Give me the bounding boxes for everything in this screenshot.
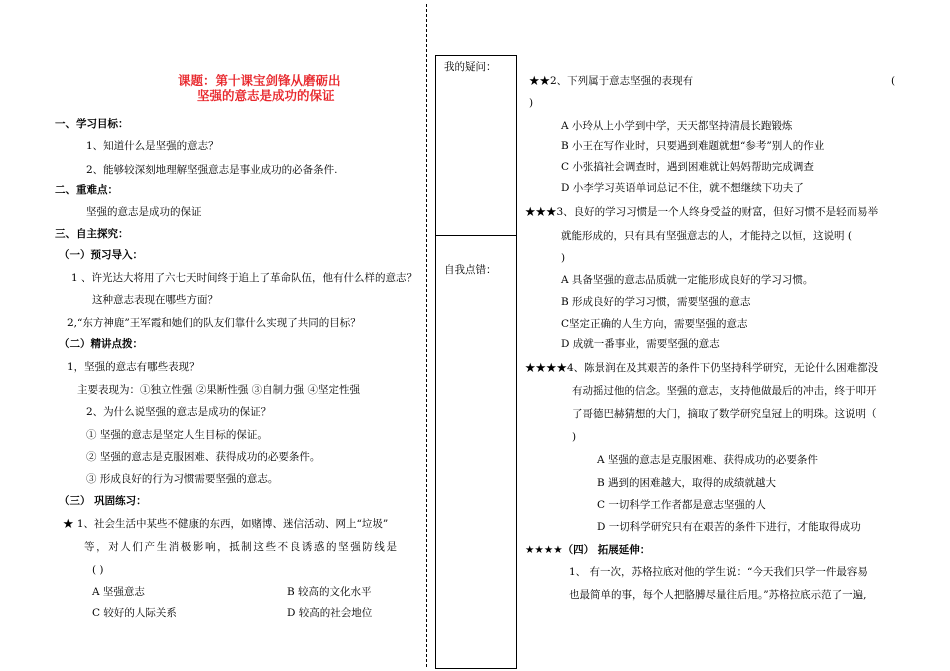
q4-option-a: A 坚强的意志是克服困难、获得成功的必要条件 [597, 454, 818, 466]
q2-option-c: C 小张搞社会调查时，遇到困难就让妈妈帮助完成调查 [561, 161, 814, 173]
title-line2: 坚强的意志是成功的保证 [197, 88, 335, 103]
q4-option-d: D 一切科学研究只有在艰苦的条件下进行，才能取得成功 [597, 521, 861, 533]
q2-paren-open: ( [891, 75, 896, 87]
self-check-label: 自我点错： [444, 264, 497, 276]
preview-question-2: 2,“东方神鹿”王军霞和她们的队友们靠什么实现了共同的目标？ [67, 317, 361, 329]
q3-line-c: ) [561, 252, 566, 264]
part2-heading: （二）精讲点拨： [59, 338, 143, 350]
exercise1-option-a: A 坚强意志 [92, 586, 145, 598]
goal-item-1: 1、知道什么是坚强的意志？ [86, 140, 219, 152]
q3-option-c: C坚定正确的人生方向，需要坚强的意志 [561, 318, 748, 330]
q4-option-c: C 一切科学工作者都是意志坚强的人 [597, 499, 766, 511]
explain-question-2: 2、为什么说坚强的意志是成功的保证？ [86, 406, 272, 418]
exercise1-line-b: 等，对人们产生消极影响，抵制这些不良诱惑的坚强防线是 [84, 541, 399, 553]
q3-line-a: ★★★3、良好的学习习惯是一个人终身受益的财富，但好习惯不是轻而易举 [525, 206, 879, 218]
q4-line-a: ★★★★4、陈景润在及其艰苦的条件下仍坚持科学研究，无论什么困难都没 [525, 362, 879, 374]
q3-option-d: D 成就一番事业，需要坚强的意志 [561, 338, 720, 350]
exercise1-paren: ( ) [92, 564, 104, 576]
q2-option-d: D 小李学习英语单词总记不住，就不想继续下功夫了 [561, 182, 804, 194]
q4-line-b: 有动摇过他的信念。坚强的意志，支持他做最后的冲击，终于叩开 [572, 385, 877, 397]
reason-1: ① 坚强的意志是坚定人生目标的保证。 [86, 429, 268, 441]
part1-heading: （一）预习导入： [59, 249, 143, 261]
q2-paren-close: ) [529, 97, 534, 109]
fold-line [426, 4, 427, 667]
exercise1-option-c: C 较好的人际关系 [92, 607, 177, 619]
extension-line-b: 也最简单的事，每个人把胳膊尽量往后甩。”苏格拉底示范了一遍, [569, 589, 867, 601]
q3-option-b: B 形成良好的学习习惯，需要坚强的意志 [561, 296, 751, 308]
preview-question-1a: 1 、许光达大将用了六七天时间终于追上了革命队伍，他有什么样的意志？ [71, 272, 418, 284]
reason-3: ③ 形成良好的行为习惯需要坚强的意志。 [86, 473, 279, 485]
section1-heading: 一、学习目标： [55, 118, 129, 130]
part3-heading: （三） 巩固练习： [59, 495, 147, 507]
extension-heading: ★★★★（四） 拓展延伸： [525, 544, 651, 556]
explain-main-points: 主要表现为：①独立性强 ②果断性强 ③自制力强 ④坚定性强 [77, 384, 361, 396]
preview-question-1b: 这种意志表现在哪些方面？ [92, 294, 218, 306]
q3-line-b: 就能形成的，只有具有坚强意志的人，才能持之以恒，这说明 ( [561, 230, 852, 242]
q2-option-b: B 小王在写作业时，只要遇到难题就想“参考”别人的作业 [561, 140, 825, 152]
title-line1: 课题：第十课宝剑锋从磨砺出 [178, 73, 341, 88]
q2-stem: ★★2、下列属于意志坚强的表现有 [529, 75, 694, 87]
section2-heading: 二、重难点： [55, 184, 118, 196]
q4-option-b: B 遇到的困难越大，取得的成绩就越大 [597, 477, 777, 489]
doubt-label: 我的疑问： [444, 61, 497, 73]
notes-box [435, 55, 517, 669]
q3-option-a: A 具备坚强的意志品质就一定能形成良好的学习习惯。 [561, 274, 814, 286]
q4-line-d: ) [572, 431, 577, 443]
key-point-text: 坚强的意志是成功的保证 [86, 206, 202, 218]
reason-2: ② 坚强的意志是克服困难、获得成功的必要条件。 [86, 451, 321, 463]
exercise1-line-a: ★ 1、社会生活中某些不健康的东西，如赌博、迷信活动、网上“垃圾” [63, 518, 389, 530]
explain-question-1: 1，坚强的意志有哪些表现？ [67, 361, 200, 373]
box-divider [436, 235, 516, 236]
exercise1-option-d: D 较高的社会地位 [287, 607, 373, 619]
exercise1-option-b: B 较高的文化水平 [287, 586, 372, 598]
extension-line-a: 1、 有一次，苏格拉底对他的学生说：“今天我们只学一件最容易 [569, 566, 868, 578]
goal-item-2: 2、能够较深刻地理解坚强意志是事业成功的必备条件. [86, 164, 338, 176]
section3-heading: 三、自主探究： [55, 228, 129, 240]
q2-option-a: A 小玲从上小学到中学，天天都坚持清晨长跑锻炼 [561, 120, 793, 132]
q4-line-c: 了哥德巴赫猜想的大门，摘取了数学研究皇冠上的明珠。这说明（ [572, 408, 877, 420]
